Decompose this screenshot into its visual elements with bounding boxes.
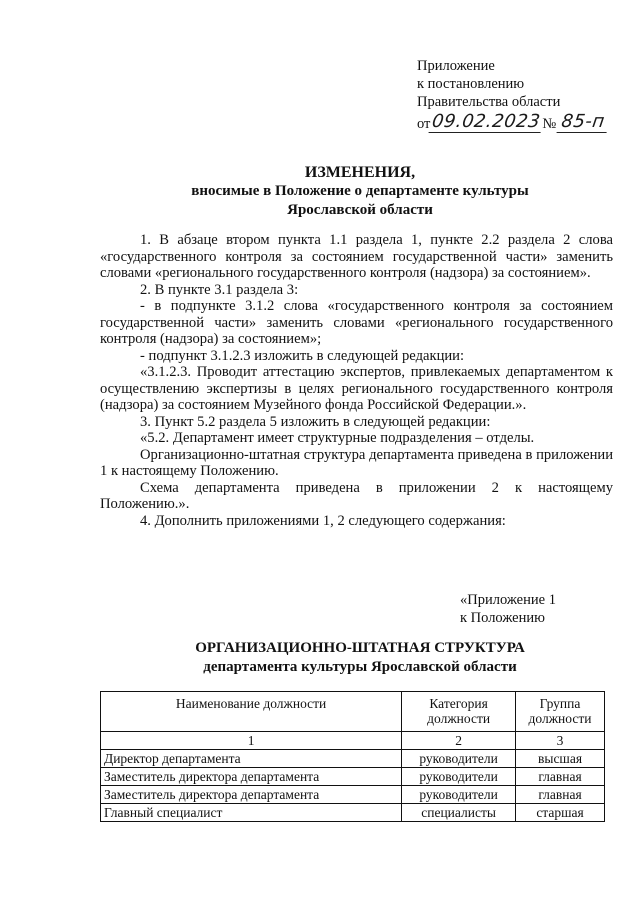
table-cell: 1: [101, 732, 402, 750]
table-cell: руководители: [402, 786, 516, 804]
paragraph-1: 1. В абзаце втором пункта 1.1 раздела 1, пункте 2.2 раздела 2 слова «государственного контроля за состоянием государственной части» заменить словами «регионального государственного контроля (надзора) за состоянием».: [100, 232, 613, 281]
table-row: [101, 804, 605, 822]
document-title: ИЗМЕНЕНИЯ,: [304, 164, 416, 181]
paragraph-9: Схема департамента приведена в приложении 2 к настоящему Положению.».: [100, 479, 613, 512]
paragraph-5: «3.1.2.3. Проводит аттестацию экспертов, привлекаемых департаментом к осуществлению экспертизы в целях регионального государственного контроля (надзора) за состоянием Музейного фонда Российской Федерации.».: [100, 364, 613, 413]
handwritten-date: 09.02.2023: [429, 112, 544, 133]
table-header-row: [101, 692, 605, 732]
table-cell: Директор департамента: [101, 750, 402, 768]
date-prefix: от: [417, 116, 431, 132]
handwritten-number: 85-п: [557, 112, 610, 133]
structure-title: [100, 639, 620, 677]
government-label: Правительства области: [417, 94, 561, 110]
table-cell: высшая: [516, 750, 605, 768]
table-cell: Заместитель директора департамента: [101, 768, 402, 786]
table-row: [101, 768, 605, 786]
appendix-header: [417, 57, 617, 133]
paragraph-3: - в подпункте 3.1.2 слова «государственного контроля за состоянием государственной части» заменить словами «регионального государственного контроля (надзора) за состоянием»;: [100, 298, 613, 347]
amendments-body: [100, 232, 613, 529]
table-row: [101, 750, 605, 768]
table-cell: старшая: [516, 804, 605, 822]
header-position-group: Группа должности: [516, 692, 605, 732]
structure-title-line-2: департамента культуры Ярославской области: [203, 659, 517, 675]
table-numbering-row: [101, 732, 605, 750]
number-prefix: №: [542, 116, 557, 132]
paragraph-8: Организационно-штатная структура департамента приведена в приложении 1 к настоящему Положению.: [100, 446, 613, 479]
table-row: [101, 786, 605, 804]
appendix-one-label: [460, 591, 556, 627]
appendix-label: Приложение: [417, 58, 495, 74]
paragraph-4: - подпункт 3.1.2.3 изложить в следующей редакции:: [140, 347, 465, 364]
subtitle-line-2: Ярославской области: [287, 202, 433, 218]
table-cell: руководители: [402, 750, 516, 768]
paragraph-6: 3. Пункт 5.2 раздела 5 изложить в следующей редакции:: [140, 413, 491, 430]
table-cell: 3: [516, 732, 605, 750]
header-position-category: Категория должности: [402, 692, 516, 732]
header-position-name: Наименование должности: [101, 692, 402, 732]
table-cell: руководители: [402, 768, 516, 786]
paragraph-7: «5.2. Департамент имеет структурные подразделения – отделы.: [140, 430, 535, 446]
table-cell: специалисты: [402, 804, 516, 822]
date-number-line: [417, 113, 617, 133]
document-subtitle: [100, 182, 620, 220]
structure-title-line-1: ОРГАНИЗАЦИОННО-ШТАТНАЯ СТРУКТУРА: [195, 640, 525, 656]
staff-table: [100, 691, 605, 822]
table-cell: Главный специалист: [101, 804, 402, 822]
paragraph-10: 4. Дополнить приложениями 1, 2 следующего содержания:: [140, 512, 506, 529]
resolution-label: к постановлению: [417, 76, 525, 92]
table-cell: главная: [516, 786, 605, 804]
subtitle-line-1: вносимые в Положение о департаменте культуры: [191, 183, 529, 199]
table-cell: 2: [402, 732, 516, 750]
appendix-one-line-2: к Положению: [460, 610, 545, 626]
appendix-one-line-1: «Приложение 1: [460, 592, 556, 608]
paragraph-2: 2. В пункте 3.1 раздела 3:: [140, 281, 299, 298]
table-cell: Заместитель директора департамента: [101, 786, 402, 804]
table-cell: главная: [516, 768, 605, 786]
